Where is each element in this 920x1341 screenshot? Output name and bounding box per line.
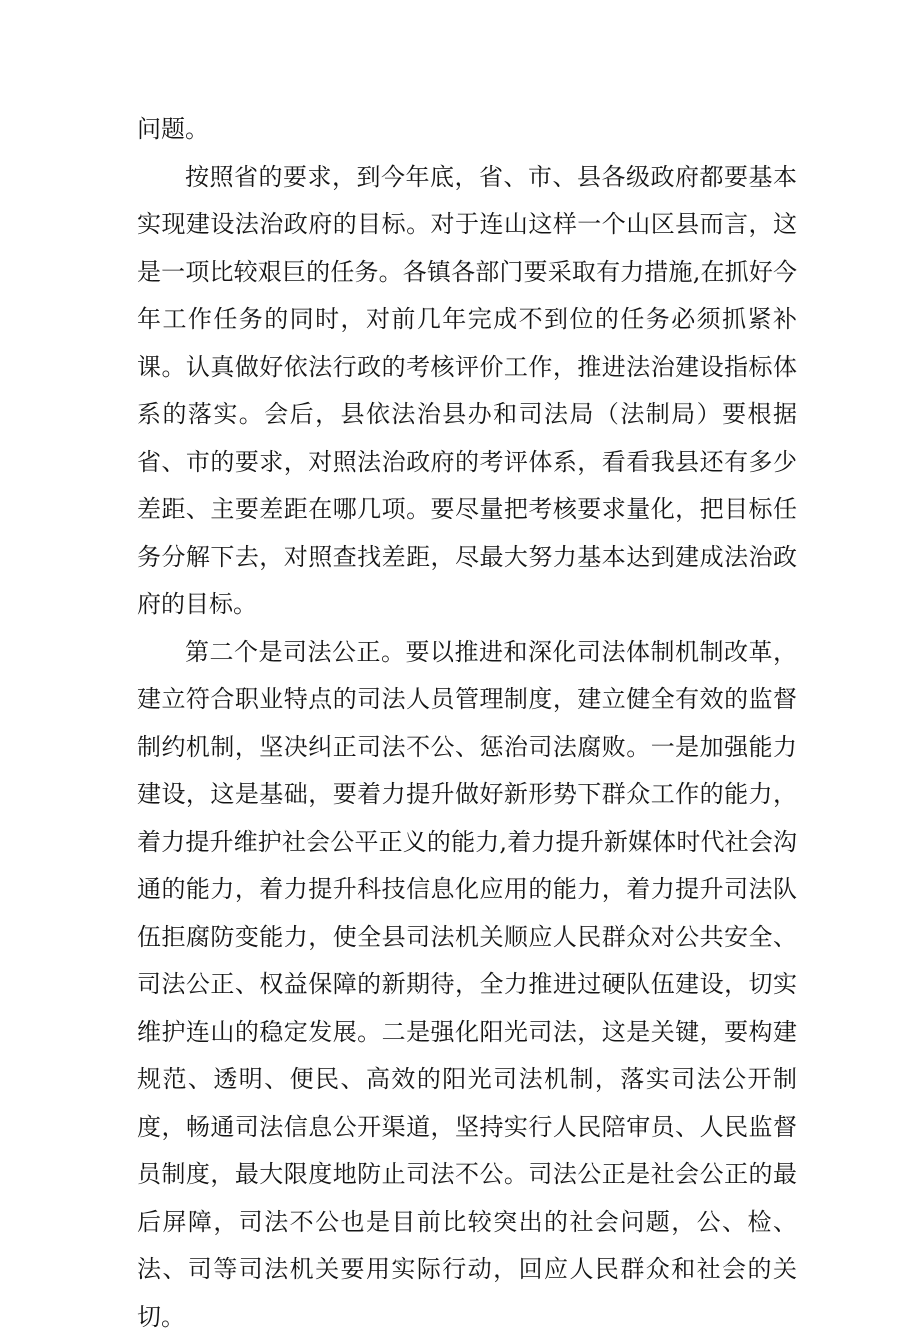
paragraph-judicial-justice: 第二个是司法公正。要以推进和深化司法体制机制改革，建立符合职业特点的司法人员管理制度，建立健全有效的监督制约机制，坚决纠正司法不公、惩治司法腐败。一是加强能力建设，这是基础，要着力提升做好新形势下群众工作的能力，着力提升维护社会公平正义的能力,着力提升新媒体时代社会沟通的能力，着力提升科技信息化应用的能力，着力提升司法队伍拒腐防变能力，使全县司法机关顺应人民群众对公共安全、司法公正、权益保障的新期待，全力推进过硬队伍建设，切实维护连山的稳定发展。二是强化阳光司法，这是关键，要构建规范、透明、便民、高效的阳光司法机制，落实司法公开制度，畅通司法信息公开渠道，坚持实行人民陪审员、人民监督员制度，最大限度地防止司法不公。司法公正是社会公正的最后屏障，司法不公也是目前比较突出的社会问题，公、检、法、司等司法机关要用实际行动，回应人民群众和社会的关切。 [137,629,797,1341]
paragraph-continuation: 问题。 [137,106,797,154]
paragraph-rule-of-law-government: 按照省的要求，到今年底，省、市、县各级政府都要基本实现建设法治政府的目标。对于连山这样一个山区县而言，这是一项比较艰巨的任务。各镇各部门要采取有力措施,在抓好今年工作任务的同时，对前几年完成不到位的任务必须抓紧补课。认真做好依法行政的考核评价工作，推进法治建设指标体系的落实。会后，县依法治县办和司法局（法制局）要根据省、市的要求，对照法治政府的考评体系，看看我县还有多少差距、主要差距在哪几项。要尽量把考核要求量化，把目标任务分解下去，对照查找差距，尽最大努力基本达到建成法治政府的目标。 [137,154,797,629]
body-text [137,106,797,1341]
